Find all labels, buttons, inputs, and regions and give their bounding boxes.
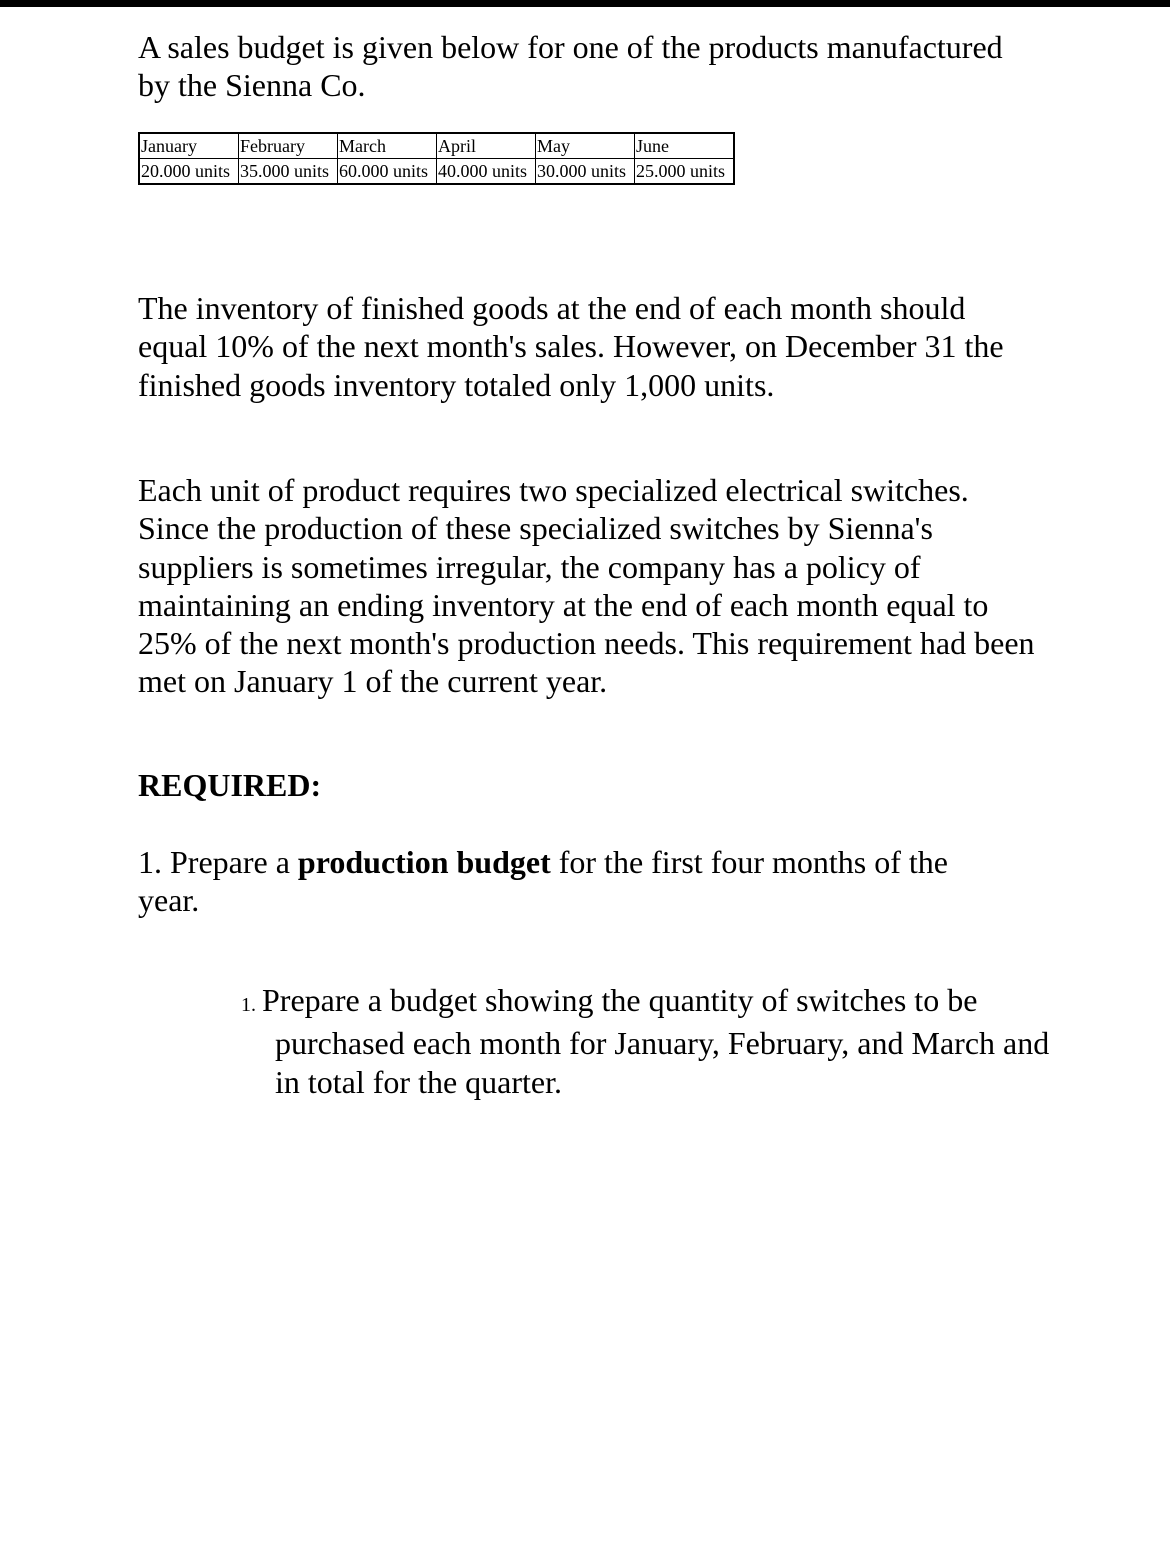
units-cell: 60.000 units [338, 159, 437, 185]
month-cell: April [437, 133, 536, 159]
units-cell: 40.000 units [437, 159, 536, 185]
units-cell: 35.000 units [239, 159, 338, 185]
intro-paragraph: A sales budget is given below for one of the products manufactured by the Sienna Co. [138, 29, 1003, 104]
sales-budget-table [138, 132, 735, 185]
units-cell: 25.000 units [635, 159, 735, 185]
question-2-text: Prepare a budget showing the quantity of switches to be purchased each month for January, February, and March and in total for the quarter. [262, 982, 1050, 1100]
top-border [0, 0, 1170, 7]
question-1-suffix: for the first four months of the year. [138, 844, 948, 919]
question-2 [241, 981, 1055, 1101]
table-row-months [139, 133, 734, 159]
month-cell: March [338, 133, 437, 159]
month-cell: June [635, 133, 735, 159]
question-1-prefix: 1. Prepare a [138, 844, 298, 880]
month-cell: May [536, 133, 635, 159]
question-1 [138, 843, 988, 920]
question-1-emphasis: production budget [297, 844, 551, 880]
units-cell: 20.000 units [139, 159, 239, 185]
switches-paragraph: Each unit of product requires two specialized electrical switches. Since the production of these specialized switches by Sienna's suppliers is sometimes irregular, the company has a policy of maintaining an ending inventory at the end of each month equal to 25% of the next month's production needs. This requirement had been met on January 1 of the current year. [138, 472, 1035, 700]
table-row-units [139, 159, 734, 185]
month-cell: January [139, 133, 239, 159]
units-cell: 30.000 units [536, 159, 635, 185]
question-2-number: 1. [241, 994, 256, 1016]
inventory-paragraph: The inventory of finished goods at the end of each month should equal 10% of the next month's sales. However, on December 31 the finished goods inventory totaled only 1,000 units. [138, 290, 1004, 403]
required-heading: REQUIRED: [138, 767, 322, 803]
month-cell: February [239, 133, 338, 159]
